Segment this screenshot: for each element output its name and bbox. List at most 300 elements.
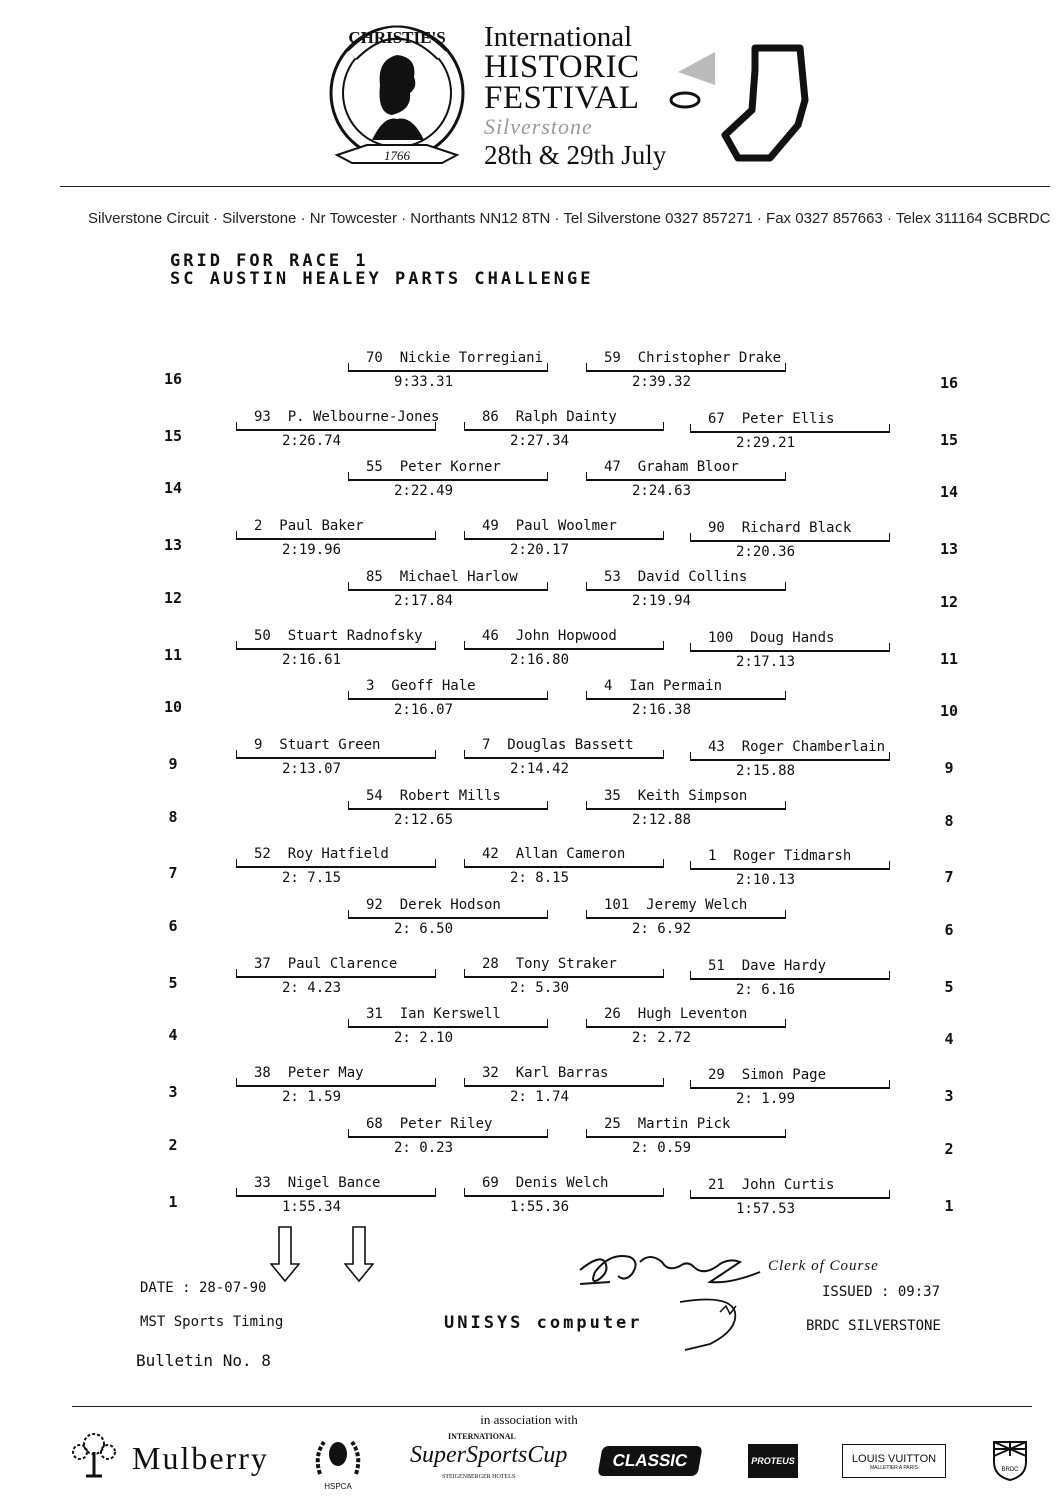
driver-entry [254, 518, 364, 534]
grid-slot [464, 956, 664, 1006]
car-number: 55 [366, 459, 383, 475]
title-dates: 28th & 29th July [484, 140, 667, 170]
grid-slot-line [348, 1136, 548, 1138]
grid-row-number: 7 [168, 864, 178, 882]
driver-name: Paul Clarence [287, 956, 398, 972]
grid-slot-tick [348, 472, 349, 480]
lap-time: 2:19.94 [632, 593, 692, 609]
grid-slot [464, 409, 664, 459]
grid-slot-tick [435, 531, 436, 539]
grid-slot-line [586, 808, 786, 810]
grid-slot-tick [435, 1188, 436, 1196]
grid-slot-line [690, 868, 890, 870]
grid-slot-line [586, 479, 786, 481]
driver-entry [254, 1065, 364, 1081]
grid-slot-line [464, 648, 664, 650]
grid-slot-tick [586, 1129, 587, 1137]
grid-row-number: 4 [944, 1030, 954, 1048]
grid-slot-tick [547, 1129, 548, 1137]
car-number: 1 [708, 848, 717, 864]
grid-slot-tick [236, 422, 237, 430]
grid-slot-line [464, 976, 664, 978]
grid-slot [464, 737, 664, 787]
car-number: 86 [482, 409, 499, 425]
driver-entry [482, 409, 617, 425]
lap-time: 2:17.84 [394, 593, 454, 609]
driver-name: P. Welbourne-Jones [287, 409, 440, 425]
grid-slot-tick [236, 531, 237, 539]
grid-row-number: 1 [944, 1197, 954, 1215]
car-number: 9 [254, 737, 263, 753]
car-number: 28 [482, 956, 499, 972]
driver-name: Stuart Radnofsky [287, 628, 423, 644]
grid-slot-line [348, 1026, 548, 1028]
car-number: 70 [366, 350, 383, 366]
lap-time: 2: 6.92 [632, 921, 692, 937]
grid-slot-line [464, 757, 664, 759]
grid-slot-tick [690, 861, 691, 869]
driver-name: Stuart Green [279, 737, 381, 753]
driver-entry [482, 1175, 608, 1191]
driver-entry [254, 846, 389, 862]
grid-slot-line [236, 648, 436, 650]
driver-entry [708, 411, 834, 427]
driver-entry [366, 1006, 501, 1022]
grid-row-number: 11 [939, 650, 959, 668]
driver-entry [708, 520, 851, 536]
driver-entry [482, 518, 617, 534]
grid-slot [586, 1006, 786, 1056]
grid-slot-tick [889, 752, 890, 760]
driver-entry [254, 956, 397, 972]
grid-slot-tick [236, 969, 237, 977]
car-number: 7 [482, 737, 491, 753]
grid-slot [690, 520, 890, 570]
grid-slot-line [348, 479, 548, 481]
lap-time: 1:57.53 [736, 1201, 796, 1217]
driver-name: Simon Page [741, 1067, 827, 1083]
driver-entry [482, 846, 625, 862]
lap-time: 2:14.42 [510, 761, 570, 777]
grid-slot-tick [889, 1190, 890, 1198]
grid-row-number: 10 [163, 698, 183, 716]
driver-name: Hugh Leventon [637, 1006, 748, 1022]
grid-slot-tick [236, 1188, 237, 1196]
grid-slot-tick [464, 1078, 465, 1086]
driver-name: Christopher Drake [637, 350, 782, 366]
lap-time: 2:24.63 [632, 483, 692, 499]
grid-slot [348, 459, 548, 509]
driver-name: Dave Hardy [741, 958, 827, 974]
driver-entry [366, 569, 518, 585]
grid-row-number: 9 [168, 755, 178, 773]
driver-name: Derek Hodson [399, 897, 501, 913]
lap-time: 2:16.07 [394, 702, 454, 718]
grid-slot-tick [464, 969, 465, 977]
grid-slot [586, 897, 786, 947]
driver-name: Doug Hands [750, 630, 835, 646]
brdc-shield-icon [992, 1440, 1028, 1482]
car-number: 49 [482, 518, 499, 534]
timing-label: MST Sports Timing [140, 1314, 284, 1330]
driver-name: Peter May [287, 1065, 364, 1081]
grid-slot-tick [348, 910, 349, 918]
driver-entry [482, 628, 617, 644]
lap-time: 2: 8.15 [510, 870, 570, 886]
grid-slot-line [586, 698, 786, 700]
grid-slot-tick [464, 859, 465, 867]
driver-entry [482, 956, 617, 972]
grid-slot-tick [690, 533, 691, 541]
hspca-laurel-logo [310, 1432, 366, 1492]
grid-row-number: 15 [163, 427, 183, 445]
car-number: 100 [708, 630, 734, 646]
race-title [170, 252, 594, 288]
grid-row-number: 13 [939, 540, 959, 558]
lap-time: 2: 2.10 [394, 1030, 454, 1046]
driver-name: Michael Harlow [399, 569, 518, 585]
driver-name: Tony Straker [515, 956, 617, 972]
grid-slot-line [690, 759, 890, 761]
lap-time: 2: 1.59 [282, 1089, 342, 1105]
grid-slot-tick [785, 472, 786, 480]
title-venue: Silverstone [484, 114, 593, 139]
race-title-line1: GRID FOR RACE 1 [170, 251, 369, 271]
grid-slot [690, 1177, 890, 1227]
association-label: in association with [480, 1412, 578, 1427]
lap-time: 2:15.88 [736, 763, 796, 779]
grid-slot [464, 1175, 664, 1225]
issued-label: ISSUED : 09:37 [822, 1284, 941, 1300]
title-international: International [484, 21, 633, 53]
driver-entry [708, 848, 851, 864]
grid-row-number: 9 [944, 759, 954, 777]
lap-time: 2:26.74 [282, 433, 342, 449]
grid-slot-line [348, 589, 548, 591]
grid-slot [348, 569, 548, 619]
grid-row-number: 8 [944, 812, 954, 830]
grid-slot-line [236, 538, 436, 540]
driver-entry [366, 678, 476, 694]
grid-row-number: 5 [944, 978, 954, 996]
grid-slot-tick [547, 910, 548, 918]
grid-slot [586, 569, 786, 619]
driver-entry [366, 1116, 492, 1132]
grid-slot-line [464, 1195, 664, 1197]
lap-time: 2:16.80 [510, 652, 570, 668]
grid-row-number: 6 [944, 921, 954, 939]
driver-entry [604, 1116, 730, 1132]
lap-time: 2:27.34 [510, 433, 570, 449]
grid-slot [464, 1065, 664, 1115]
car-number: 4 [604, 678, 613, 694]
lap-time: 2:20.17 [510, 542, 570, 558]
driver-name: Peter Riley [399, 1116, 493, 1132]
grid-slot-line [464, 1085, 664, 1087]
driver-entry [366, 350, 543, 366]
grid-slot [236, 846, 436, 896]
header-divider [60, 186, 1050, 187]
lap-time: 2:10.13 [736, 872, 796, 888]
grid-slot [236, 737, 436, 787]
car-number: 43 [708, 739, 725, 755]
grid-slot-tick [586, 582, 587, 590]
car-number: 35 [604, 788, 621, 804]
lap-time: 2: 4.23 [282, 980, 342, 996]
grid-slot-tick [547, 1019, 548, 1027]
grid-slot [348, 788, 548, 838]
grid-row-number: 3 [944, 1087, 954, 1105]
driver-entry [604, 569, 747, 585]
lap-time: 2: 0.23 [394, 1140, 454, 1156]
grid-slot-line [464, 866, 664, 868]
grid-row-number: 7 [944, 868, 954, 886]
grid-slot [348, 1116, 548, 1166]
grid-row-number: 16 [163, 370, 183, 388]
grid-slot-tick [586, 801, 587, 809]
grid-slot-line [236, 1195, 436, 1197]
grid-row-number: 13 [163, 536, 183, 554]
driver-entry [254, 409, 439, 425]
grid-slot-tick [547, 691, 548, 699]
car-number: 46 [482, 628, 499, 644]
car-number: 26 [604, 1006, 621, 1022]
grid-slot-line [236, 866, 436, 868]
grid-slot [690, 630, 890, 680]
grid-slot-tick [889, 861, 890, 869]
seal-name: CHRISTIE'S [348, 28, 446, 47]
grid-slot [690, 958, 890, 1008]
grid-slot-tick [464, 1188, 465, 1196]
grid-slot-tick [690, 1190, 691, 1198]
driver-name: Ian Kerswell [399, 1006, 501, 1022]
grid-slot-tick [435, 1078, 436, 1086]
lap-time: 2:20.36 [736, 544, 796, 560]
car-number: 33 [254, 1175, 271, 1191]
grid-slot-tick [889, 643, 890, 651]
grid-slot [464, 518, 664, 568]
car-number: 59 [604, 350, 621, 366]
svg-text:BRDC: BRDC [1001, 1467, 1019, 1473]
lap-time: 2:19.96 [282, 542, 342, 558]
grid-slot-tick [464, 750, 465, 758]
date-label: DATE : 28-07-90 [140, 1280, 267, 1296]
lap-time: 2: 7.15 [282, 870, 342, 886]
clerk-note: Clerk of Course [768, 1258, 879, 1274]
grid-slot-tick [586, 363, 587, 371]
driver-name: John Hopwood [515, 628, 617, 644]
driver-name: John Curtis [741, 1177, 835, 1193]
grid-slot [464, 628, 664, 678]
car-number: 25 [604, 1116, 621, 1132]
grid-slot-line [236, 976, 436, 978]
driver-name: Paul Baker [279, 518, 364, 534]
grid-slot-tick [690, 752, 691, 760]
grid-slot-line [464, 538, 664, 540]
grid-slot-line [348, 917, 548, 919]
lap-time: 2: 2.72 [632, 1030, 692, 1046]
grid-slot-tick [236, 750, 237, 758]
grid-slot-tick [785, 910, 786, 918]
grid-slot [348, 350, 548, 400]
grid-slot-tick [348, 363, 349, 371]
car-number: 67 [708, 411, 725, 427]
driver-entry [366, 788, 501, 804]
driver-entry [604, 459, 739, 475]
grid-slot [690, 848, 890, 898]
lap-time: 2:16.61 [282, 652, 342, 668]
footer-divider [72, 1406, 1032, 1407]
grid-slot [690, 411, 890, 461]
grid-slot-tick [889, 1080, 890, 1088]
grid-slot-tick [348, 1019, 349, 1027]
lap-time: 2:29.21 [736, 435, 796, 451]
down-arrow-icon [344, 1226, 374, 1282]
bulletin-label: Bulletin No. 8 [136, 1351, 271, 1370]
grid-row-number: 12 [163, 589, 183, 607]
driver-entry [482, 737, 634, 753]
car-number: 90 [708, 520, 725, 536]
computer-label: UNISYS computer [444, 1313, 643, 1333]
car-number: 92 [366, 897, 383, 913]
grid-row-number: 11 [163, 646, 183, 664]
grid-slot-line [690, 540, 890, 542]
grid-slot-line [348, 698, 548, 700]
lap-time: 2:13.07 [282, 761, 342, 777]
grid-row-number: 10 [939, 702, 959, 720]
grid-row-number: 14 [163, 479, 183, 497]
car-number: 32 [482, 1065, 499, 1081]
driver-entry [254, 628, 423, 644]
grid-slot-tick [785, 363, 786, 371]
grid-slot-tick [785, 1129, 786, 1137]
car-number: 68 [366, 1116, 383, 1132]
grid-slot-tick [435, 859, 436, 867]
driver-entry [366, 897, 501, 913]
grid-slot [348, 678, 548, 728]
grid-slot-tick [547, 582, 548, 590]
grid-slot-line [586, 370, 786, 372]
classic-logo: CLASSIC [597, 1446, 702, 1476]
grid-slot-tick [663, 859, 664, 867]
lap-time: 2:17.13 [736, 654, 796, 670]
car-number: 2 [254, 518, 263, 534]
grid-slot-tick [663, 641, 664, 649]
mulberry-logo: Mulberry [132, 1440, 269, 1476]
grid-slot [690, 739, 890, 789]
grid-slot-tick [586, 691, 587, 699]
grid-slot-tick [663, 969, 664, 977]
grid-slot [236, 956, 436, 1006]
grid-slot-tick [236, 859, 237, 867]
grid-slot-tick [663, 1078, 664, 1086]
proteus-logo: PROTEUS [748, 1444, 798, 1478]
car-number: 21 [708, 1177, 725, 1193]
festival-title [484, 22, 684, 170]
christies-seal-logo [322, 15, 472, 180]
car-number: 101 [604, 897, 630, 913]
car-number: 38 [254, 1065, 271, 1081]
grid-slot-line [690, 1087, 890, 1089]
driver-name: Allan Cameron [515, 846, 626, 862]
grid-slot-line [586, 1136, 786, 1138]
grid-slot-tick [435, 969, 436, 977]
grid-row-number: 6 [168, 917, 178, 935]
lap-time: 2: 1.99 [736, 1091, 796, 1107]
grid-slot [464, 846, 664, 896]
grid-slot-tick [785, 801, 786, 809]
driver-name: Paul Woolmer [515, 518, 617, 534]
driver-name: Roy Hatfield [287, 846, 389, 862]
grid-slot-tick [236, 641, 237, 649]
lap-time: 2: 1.74 [510, 1089, 570, 1105]
driver-name: Roger Chamberlain [741, 739, 886, 755]
grid-row-number: 1 [168, 1193, 178, 1211]
grid-slot-tick [690, 643, 691, 651]
car-number: 3 [366, 678, 375, 694]
car-number: 53 [604, 569, 621, 585]
driver-entry [604, 897, 747, 913]
grid-slot [348, 897, 548, 947]
grid-slot-tick [690, 971, 691, 979]
grid-slot-tick [435, 750, 436, 758]
down-arrow-icon [270, 1226, 300, 1282]
grid-slot-line [348, 808, 548, 810]
grid-slot-tick [348, 801, 349, 809]
driver-name: Peter Korner [399, 459, 501, 475]
lap-time: 2: 6.16 [736, 982, 796, 998]
grid-slot-tick [236, 1078, 237, 1086]
grid-slot [586, 678, 786, 728]
louis-vuitton-logo: LOUIS VUITTON MALLETIER A PARIS [842, 1444, 946, 1478]
title-historic: HISTORIC [484, 49, 640, 85]
brdc-label: BRDC SILVERSTONE [806, 1318, 941, 1334]
driver-name: Karl Barras [515, 1065, 609, 1081]
grid-slot-tick [663, 1188, 664, 1196]
driver-name: Nickie Torregiani [399, 350, 544, 366]
grid-slot [348, 1006, 548, 1056]
car-number: 29 [708, 1067, 725, 1083]
grid-slot-line [236, 429, 436, 431]
car-number: 51 [708, 958, 725, 974]
driver-name: Graham Bloor [637, 459, 739, 475]
lap-time: 2: 6.50 [394, 921, 454, 937]
grid-slot-line [586, 1026, 786, 1028]
driver-entry [604, 1006, 747, 1022]
super-sports-cup-logo: INTERNATIONAL SuperSportsCup STEIGENBERGER HOTELS [410, 1432, 568, 1480]
driver-name: Denis Welch [515, 1175, 609, 1191]
grid-row-number: 5 [168, 974, 178, 992]
clerk-signature [570, 1232, 770, 1362]
grid-slot [690, 1067, 890, 1117]
car-number: 37 [254, 956, 271, 972]
driver-entry [254, 1175, 380, 1191]
grid-slot-tick [785, 582, 786, 590]
driver-entry [708, 958, 826, 974]
grid-slot-tick [586, 910, 587, 918]
grid-slot [236, 518, 436, 568]
driver-entry [708, 1067, 826, 1083]
lap-time: 1:55.34 [282, 1199, 342, 1215]
mulberry-tree-icon [64, 1430, 124, 1480]
grid-slot-tick [785, 1019, 786, 1027]
lap-time: 2: 0.59 [632, 1140, 692, 1156]
grid-slot-tick [785, 691, 786, 699]
grid-row-number: 16 [939, 374, 959, 392]
driver-name: Douglas Bassett [507, 737, 634, 753]
grid-slot-line [690, 978, 890, 980]
driver-entry [708, 739, 885, 755]
